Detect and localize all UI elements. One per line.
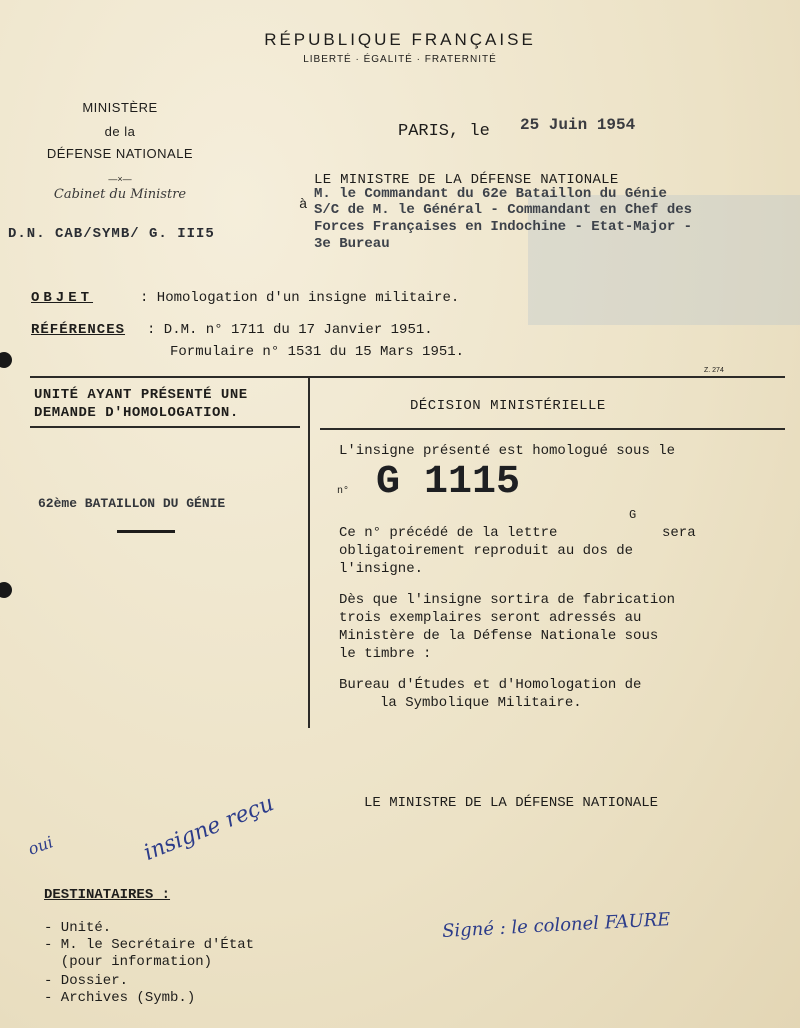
decision-heading: DÉCISION MINISTÉRIELLE <box>410 398 606 414</box>
table-top-rule <box>30 376 785 378</box>
unit-heading: UNITÉ AYANT PRÉSENTÉ UNE <box>34 387 248 403</box>
cabinet-label: Cabinet du Ministre <box>53 187 187 202</box>
reference-line: : D.M. n° 1711 du 17 Janvier 1951. <box>147 322 433 338</box>
decision-text: Ministère de la Défense Nationale sous <box>339 628 659 644</box>
references-label: RÉFÉRENCES <box>31 322 126 338</box>
handwritten-signature: Signé : le colonel FAURE <box>441 909 671 942</box>
ministry-line-2: de la <box>104 124 136 139</box>
unit-name: 62ème BATAILLON DU GÉNIE <box>38 496 226 511</box>
decision-text: le timbre : <box>339 646 432 662</box>
objet-text: : Homologation d'un insigne militaire. <box>140 290 460 306</box>
recipient-line: S/C de M. le Général - Commandant en Chef des <box>314 202 693 218</box>
decision-intro: L'insigne présenté est homologué sous le <box>339 443 676 459</box>
destinataire-item: (pour information) <box>44 954 213 970</box>
recipient-line: Forces Françaises en Indochine - Etat-Major - <box>314 219 693 235</box>
destinataire-item: - Archives (Symb.) <box>44 990 196 1006</box>
date-stamp: 25 Juin 1954 <box>520 116 636 134</box>
reference-line: Formulaire n° 1531 du 15 Mars 1951. <box>170 344 465 360</box>
right-heading-rule <box>320 428 785 430</box>
decision-text: Dès que l'insigne sortira de fabrication <box>339 592 676 608</box>
punch-hole <box>0 582 12 598</box>
recipient-line: 3e Bureau <box>314 236 390 252</box>
punch-hole <box>0 352 12 368</box>
handwritten-note: oui <box>25 832 56 859</box>
destinataire-item: - Dossier. <box>44 973 129 989</box>
minister-signature: LE MINISTRE DE LA DÉFENSE NATIONALE <box>364 795 659 811</box>
decision-text: Ce n° précédé de la lettre <box>339 525 558 541</box>
form-code: Z. 274 <box>704 367 724 374</box>
decision-text: obligatoirement reproduit au dos de <box>339 543 634 559</box>
decision-text: l'insigne. <box>339 561 424 577</box>
recipient-line: M. le Commandant du 62e Bataillon du Génie <box>314 186 667 202</box>
ministry-line-1: MINISTÈRE <box>82 100 158 115</box>
letter-stamp: G <box>629 508 637 522</box>
header-motto: LIBERTÉ · ÉGALITÉ · FRATERNITÉ <box>303 54 497 65</box>
column-divider <box>308 378 310 728</box>
unit-heading: DEMANDE D'HOMOLOGATION. <box>34 405 239 421</box>
decision-text: sera <box>662 525 696 541</box>
date-label: PARIS, le <box>398 122 490 141</box>
bureau-text: Bureau d'Études et d'Homologation de <box>339 677 642 693</box>
recipient-prefix: à <box>299 197 308 213</box>
destinataires-label: DESTINATAIRES : <box>44 887 171 903</box>
destinataire-item: - M. le Secrétaire d'État <box>44 937 255 953</box>
bureau-text: la Symbolique Militaire. <box>380 695 582 711</box>
objet-label: OBJET <box>31 290 94 306</box>
destinataire-item: - Unité. <box>44 920 112 936</box>
number-label: n° <box>337 486 350 497</box>
ministry-separator: —×— <box>108 174 132 184</box>
decision-text: trois exemplaires seront adressés au <box>339 610 642 626</box>
handwritten-note: insigne reçu <box>140 791 278 866</box>
header-title: RÉPUBLIQUE FRANÇAISE <box>264 30 536 49</box>
homologation-number: G 1115 <box>376 460 521 505</box>
reference-code: D.N. CAB/SYMB/ G. III5 <box>8 226 215 242</box>
left-heading-rule <box>30 426 300 428</box>
ministry-line-3: DÉFENSE NATIONALE <box>46 146 194 161</box>
sender: LE MINISTRE DE LA DÉFENSE NATIONALE <box>314 172 619 188</box>
unit-underline <box>117 530 175 533</box>
